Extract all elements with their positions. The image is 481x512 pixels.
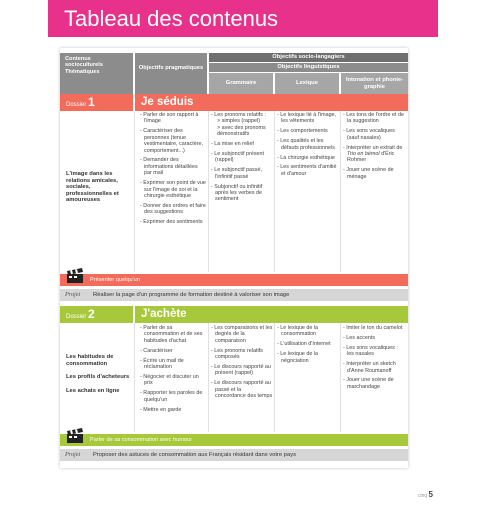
list-item: - Jouer une scène de marchandage <box>343 377 406 390</box>
list-item <box>343 145 406 164</box>
list-item: - Le subjonctif passé, l'infinitif passé <box>211 167 273 180</box>
header-contenus: Contenus socioculturels Thématiques <box>60 53 133 94</box>
dossier-2-themes <box>66 354 132 401</box>
dossier-1-intonation <box>343 112 406 184</box>
list-item: - Les comportements <box>277 128 339 134</box>
list-item: - Exprimer son point de vue sur l'image de soi et la chirurgie esthétique <box>140 180 206 199</box>
list-subitem: > simples (rappel) <box>217 118 260 125</box>
dossier-1-tache <box>60 274 408 286</box>
header-grammaire: Grammaire <box>209 73 273 94</box>
dossier-1-theme: L'image dans les relations amicales, sociales, professionnelles et amoureuses <box>66 171 119 204</box>
dossier-2-tache <box>60 434 408 446</box>
page-number: 5 <box>428 490 433 499</box>
contents-table <box>60 48 408 468</box>
dossier-2-projet <box>60 449 408 461</box>
dossier-2-label <box>60 306 133 323</box>
list-item: - Les comparaisons et les degrés de la comparaison <box>211 325 273 344</box>
page-footer <box>418 490 433 499</box>
dossier-1-pragmatiques <box>140 112 206 229</box>
list-item: - L'utilisation d'Internet <box>277 341 339 347</box>
list-item: - Les accents <box>343 335 406 341</box>
theme-item: Les habitudes de consommation <box>66 354 114 367</box>
list-item: - Le lexique lié à l'image, les vêtements <box>277 112 339 125</box>
list-item: - La mise en relief <box>211 141 273 147</box>
list-item: - Donner des ordres et faire des suggestions <box>140 203 206 216</box>
projet-label: Projet <box>65 291 81 298</box>
dossier-1-lexique <box>277 112 339 181</box>
list-item: - Caractériser des personnes (tenue vestimentaire, caractère, comportement...) <box>140 128 206 154</box>
table-header <box>60 53 408 94</box>
tache-text: Présenter quelqu'un <box>90 277 140 283</box>
list-item: - Jouer une scène de ménage <box>343 167 406 180</box>
projet-label: Projet <box>65 451 81 458</box>
page-number-word: cinq <box>417 493 428 499</box>
dossier-2-bar <box>60 306 408 323</box>
list-item: - Imiter le ton du camelot <box>343 325 406 331</box>
projet-text: Réaliser la page d'un programme de formation destiné à valoriser son image <box>93 292 290 298</box>
list-item: - Les tons de l'ordre et de la suggestion <box>343 112 406 125</box>
header-socio-langagiers: Objectifs socio-langagiers <box>209 53 408 62</box>
theme-item: Les profils d'acheteurs <box>66 374 130 381</box>
list-item: - Parler de son rapport à l'image <box>140 112 206 125</box>
theme-item: Les achats en ligne <box>66 387 120 394</box>
dossier-2-intonation <box>343 325 406 394</box>
list-item: - Négocier et discuter un prix <box>140 374 206 387</box>
list-item: - Caractériser <box>140 348 206 354</box>
list-item: - Les pronoms relatifs composés <box>211 348 273 361</box>
list-item: - Les sons vocaliques (sauf nasales) <box>343 128 406 141</box>
film-author: d'Éric Rohmer <box>347 151 395 164</box>
list-item: - Interpréter un sketch d'Anne Roumanoff <box>343 361 406 374</box>
dossier-2-lexique <box>277 325 339 368</box>
dossier-label-text: Dossier <box>66 314 87 320</box>
list-item: - Les sentiments d'amitié et d'amour <box>277 164 339 177</box>
dossier-2-pragmatiques <box>140 325 206 416</box>
dossier-2-title: J'achète <box>135 306 408 323</box>
clapperboard-icon <box>66 428 84 444</box>
list-item: - Les qualités et les défauts professionnels <box>277 138 339 151</box>
list-item: - Écrire un mail de réclamation <box>140 358 206 371</box>
list-item: - Subjonctif ou infinitif après les verbes de sentiment <box>211 184 273 203</box>
dossier-label-text: Dossier <box>66 102 87 108</box>
list-item: - La chirurgie esthétique <box>277 155 339 161</box>
intonation-text: Interpréter un extrait de <box>346 144 403 151</box>
list-item: - Le discours rapporté au passé et la concordance des temps <box>211 380 273 399</box>
page-title: Tableau des contenus <box>64 6 279 31</box>
list-item: - Mettre en garde <box>140 407 206 413</box>
dossier-2-grammaire <box>211 325 273 403</box>
list-item: - Le discours rapporté au présent (rappel) <box>211 364 273 377</box>
list-item: - Exprimer des sentiments <box>140 219 206 225</box>
header-linguistiques: Objectifs linguistiques <box>209 63 408 72</box>
list-subitem: > avec des pronoms démonstratifs <box>217 124 266 138</box>
list-item: - Le lexique de la négociation <box>277 351 339 364</box>
header-pragmatiques: Objectifs pragmatiques <box>135 53 207 94</box>
header-lexique: Lexique <box>275 73 339 94</box>
dossier-1-grammaire <box>211 112 273 206</box>
list-item: - Demander des informations détaillées par mail <box>140 157 206 176</box>
film-title: Trio en bémol <box>347 151 380 158</box>
list-item: - Le lexique de la consommation <box>277 325 339 338</box>
dossier-number: 2 <box>88 307 95 321</box>
clapperboard-icon <box>66 268 84 284</box>
dossier-1-label <box>60 94 133 111</box>
projet-text: Proposer des astuces de consommation aux Français résidant dans votre pays <box>93 452 296 458</box>
dossier-1-bar <box>60 94 408 111</box>
dossier-number: 1 <box>88 95 95 109</box>
dossier-1-projet <box>60 289 408 301</box>
list-item: - Le subjonctif présent (rappel) <box>211 151 273 164</box>
list-item: - Les pronoms relatifs : <box>211 112 273 118</box>
page-header <box>48 0 438 37</box>
dossier-1-title: Je séduis <box>135 94 408 111</box>
list-item: - Parler de sa consommation et de ses habitudes d'achat <box>140 325 206 344</box>
header-intonation: Intonation et phonie-graphie <box>341 73 408 94</box>
tache-text: Parler de sa consommation avec humour <box>90 437 192 443</box>
list-item: - Les sons vocaliques : les nasales <box>343 345 406 358</box>
list-item: - Rapporter les paroles de quelqu'un <box>140 390 206 403</box>
